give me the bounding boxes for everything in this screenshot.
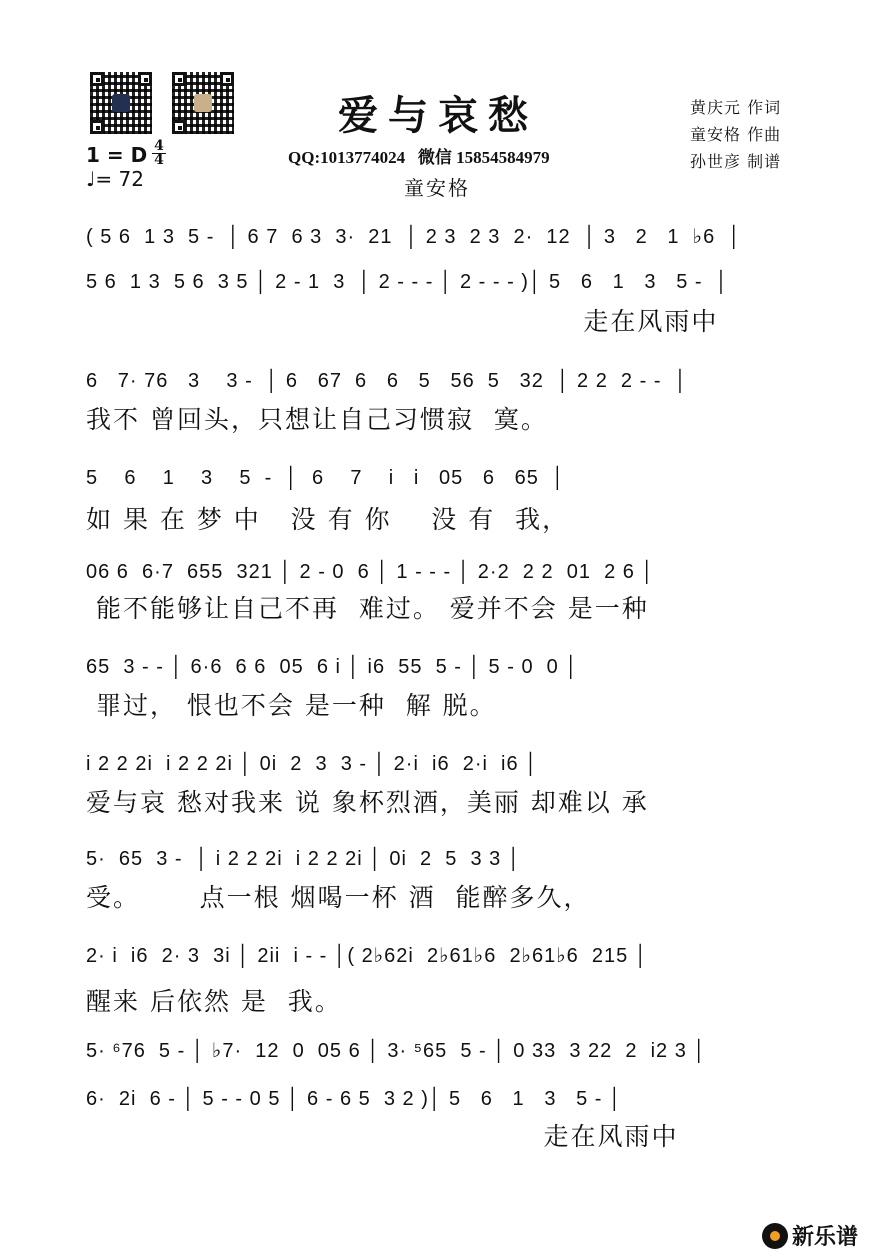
credits xyxy=(690,94,781,175)
qr-avatar xyxy=(112,94,130,112)
logo-text: 新乐谱 xyxy=(792,1225,859,1250)
score-line-2-notes: 5 6 1 3 5 6 3 5 │ 2 - 1 3 │ 2 - - - │ 2 - - - )│ 5 6 1 3 5 - │ xyxy=(86,271,730,293)
score-line-1-notes: ( 5 6 1 3 5 - │ 6 7 6 3 3· 21 │ 2 3 2 3 2· 12 │ 3 2 1 ♭6 │ xyxy=(86,226,742,248)
singer-name: 童安格 xyxy=(404,176,470,200)
score-line-9-notes: 2· i i6 2· 3 3i │ 2ii i - - │( 2♭62i 2♭61♭6 2♭61♭6 215 │ xyxy=(86,945,649,967)
qr-corner xyxy=(172,72,186,86)
tempo-marking: ♩= 72 xyxy=(86,167,144,191)
time-signature-top: 4 xyxy=(154,138,164,154)
vinyl-record-icon xyxy=(762,1223,788,1249)
site-logo[interactable] xyxy=(762,1220,858,1251)
time-signature-bottom: 4 xyxy=(152,153,166,167)
score-line-10-notes: 5· ⁶76 5 - │ ♭7· 12 0 05 6 │ 3· ⁵65 5 - │ 0 33 3 22 2 i2 3 │ xyxy=(86,1040,707,1062)
credit-lyricist: 黄庆元 作词 xyxy=(690,98,782,117)
contact-info: QQ:1013774024 微信 15854584979 xyxy=(288,148,550,167)
qr-corner xyxy=(138,72,152,86)
score-line-11-lyrics: 走在风雨中 xyxy=(86,1122,679,1151)
score-line-4-notes: 5 6 1 3 5 - │ 6 7 i i 05 6 65 │ xyxy=(86,467,566,489)
qr-corner xyxy=(220,72,234,86)
credit-transcriber: 孙世彦 制谱 xyxy=(690,152,782,171)
score-line-6-notes: 65 3 - - │ 6·6 6 6 05 6 i │ i6 55 5 - │ 5 - 0 0 │ xyxy=(86,656,579,678)
score-line-11-notes: 6· 2i 6 - │ 5 - - 0 5 │ 6 - 6 5 3 2 )│ 5 6 1 3 5 - │ xyxy=(86,1088,623,1110)
score-line-2-lyrics: 走在风雨中 xyxy=(86,307,719,336)
key-signature: 1 = D xyxy=(86,143,148,167)
qr-corner xyxy=(172,120,186,134)
time-signature xyxy=(152,140,166,167)
qr-avatar xyxy=(194,94,212,112)
score-line-4-lyrics: 如 果 在 梦 中 没 有 你 没 有 我， xyxy=(86,505,570,534)
score-line-6-lyrics: 罪过， 恨也不会 是一种 解 脱。 xyxy=(86,691,497,720)
qr-corner xyxy=(90,120,104,134)
score-line-9-lyrics: 醒来 后依然 是 我。 xyxy=(86,987,342,1016)
score-line-7-notes: i 2 2 2i i 2 2 2i │ 0i 2 3 3 - │ 2·i i6 2·i i6 │ xyxy=(86,753,539,775)
score-line-3-notes: 6 7· 76 3 3 - │ 6 67 6 6 5 56 5 32 │ 2 2 2 - - │ xyxy=(86,370,689,392)
score-line-8-notes: 5· 65 3 - │ i 2 2 2i i 2 2 2i │ 0i 2 5 3 3 │ xyxy=(86,848,522,870)
score-line-5-lyrics: 能不能够让自己不再 难过。 爱并不会 是一种 xyxy=(86,594,649,623)
score-line-7-lyrics: 爱与哀 愁对我来 说 象杯烈酒，美丽 却难以 承 xyxy=(86,788,649,817)
qr-code-left xyxy=(88,70,154,136)
song-title: 爱与哀愁 xyxy=(338,92,538,139)
score-line-5-notes: 06 6 6·7 655 321 │ 2 - 0 6 │ 1 - - - │ 2·2 2 2 01 2 6 │ xyxy=(86,561,655,583)
credit-composer: 童安格 作曲 xyxy=(690,125,782,144)
score-line-8-lyrics: 受。 点一根 烟喝一杯 酒 能醉多久， xyxy=(86,883,591,912)
score-line-3-lyrics: 我不 曾回头，只想让自己习惯寂 寞。 xyxy=(86,405,548,434)
qr-corner xyxy=(90,72,104,86)
qr-code-right xyxy=(170,70,236,136)
